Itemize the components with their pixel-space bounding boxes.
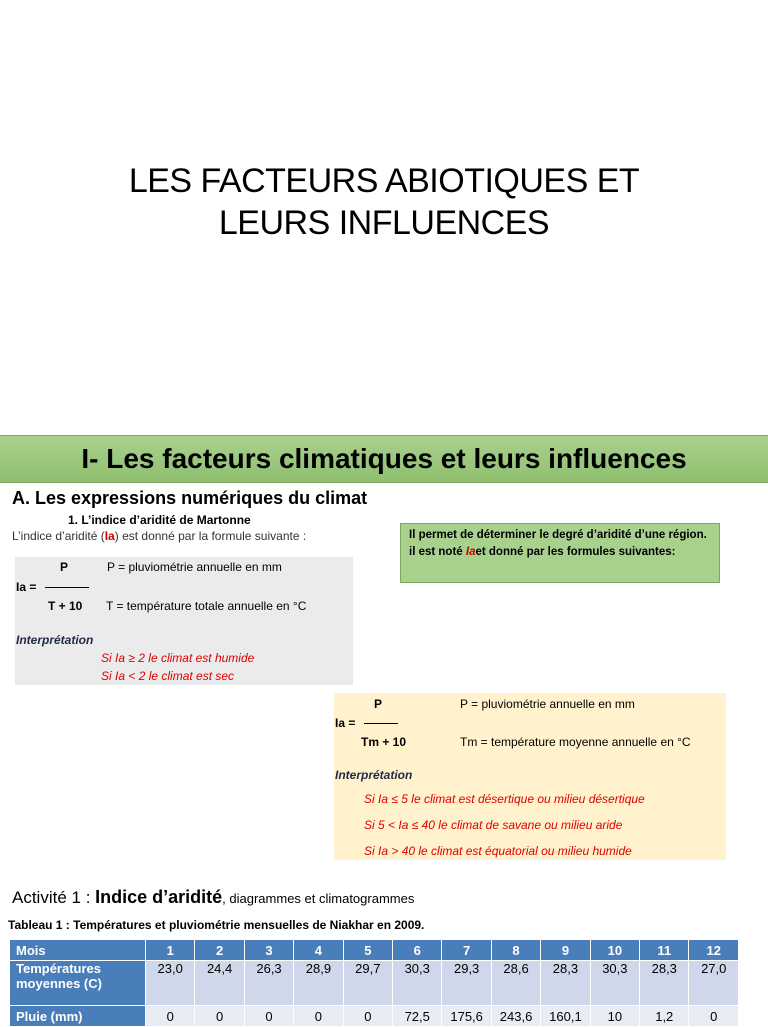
table-header-month: 2 xyxy=(195,940,244,961)
table-cell: 0 xyxy=(343,1006,392,1027)
table-cell: 0 xyxy=(146,1006,195,1027)
formula2-numerator: P xyxy=(374,697,383,711)
table-body xyxy=(10,940,739,1027)
intro-before: L’indice d’aridité ( xyxy=(12,529,105,543)
activity-prefix: Activité 1 : xyxy=(12,888,96,907)
table-cell: 0 xyxy=(689,1006,739,1027)
formula-box-1 xyxy=(15,557,353,685)
table-cell: 28,9 xyxy=(294,961,343,1006)
table-cell: 24,4 xyxy=(195,961,244,1006)
table-cell: 10 xyxy=(590,1006,639,1027)
table-cell: 28,3 xyxy=(541,961,590,1006)
table-header-label: Mois xyxy=(10,940,146,961)
formula1-fraction-line xyxy=(45,587,89,588)
table-cell: 175,6 xyxy=(442,1006,491,1027)
main-title: LES FACTEURS ABIOTIQUES ET LEURS INFLUENCES xyxy=(128,162,640,242)
formula1-denominator: T + 10 xyxy=(48,599,83,613)
table-row xyxy=(10,1006,739,1027)
section-banner: I- Les facteurs climatiques et leurs influences xyxy=(0,435,768,483)
table-cell: 0 xyxy=(244,1006,293,1027)
formula-box-2 xyxy=(334,693,726,860)
table-header-month: 9 xyxy=(541,940,590,961)
table-cell: 27,0 xyxy=(689,961,739,1006)
table-cell: 30,3 xyxy=(393,961,442,1006)
table-cell: 30,3 xyxy=(590,961,639,1006)
table-cell: 28,6 xyxy=(491,961,540,1006)
table-row-label: Pluie (mm) xyxy=(10,1006,146,1027)
activity-bold: Indice d’aridité xyxy=(95,887,223,907)
formula2-def-p: P = pluviométrie annuelle en mm xyxy=(460,697,635,711)
formula1-def-t: T = température totale annuelle en °C xyxy=(106,599,307,613)
table-cell: 1,2 xyxy=(640,1006,689,1027)
table-header-month: 1 xyxy=(146,940,195,961)
table-cell: 28,3 xyxy=(640,961,689,1006)
formula2-interpretation-title: Interprétation xyxy=(335,768,413,782)
activity-heading xyxy=(12,887,414,908)
table-cell: 23,0 xyxy=(146,961,195,1006)
table-header-month: 5 xyxy=(343,940,392,961)
formula2-condition-3: Si Ia > 40 le climat est équatorial ou milieu humide xyxy=(364,844,632,858)
formula1-def-p: P = pluviométrie annuelle en mm xyxy=(107,560,282,574)
table-caption: Tableau 1 : Températures et pluviométrie mensuelles de Niakhar en 2009. xyxy=(8,918,425,932)
table-header-month: 4 xyxy=(294,940,343,961)
climate-data-table xyxy=(9,939,739,1027)
formula1-lhs: Ia = xyxy=(16,580,37,594)
table-cell: 29,7 xyxy=(343,961,392,1006)
table-header-month: 3 xyxy=(244,940,293,961)
formula2-condition-2: Si 5 < Ia ≤ 40 le climat de savane ou milieu aride xyxy=(364,818,623,832)
table-header-month: 8 xyxy=(491,940,540,961)
table-cell: 0 xyxy=(195,1006,244,1027)
table-header-month: 12 xyxy=(689,940,739,961)
table-header-month: 6 xyxy=(393,940,442,961)
formula2-lhs: Ia = xyxy=(335,716,356,730)
note-symbol: Ia xyxy=(465,546,476,558)
table-cell: 243,6 xyxy=(491,1006,540,1027)
formula1-condition-2: Si Ia < 2 le climat est sec xyxy=(101,669,235,683)
section-a-heading: A. Les expressions numériques du climat xyxy=(12,488,368,508)
table-cell: 72,5 xyxy=(393,1006,442,1027)
formula2-condition-1: Si Ia ≤ 5 le climat est désertique ou milieu désertique xyxy=(364,792,645,806)
table-cell: 29,3 xyxy=(442,961,491,1006)
green-note-box xyxy=(400,523,720,583)
note-after: et donné par les formules suivantes: xyxy=(475,546,676,558)
formula1-condition-1: Si Ia ≥ 2 le climat est humide xyxy=(101,651,255,665)
title-slide xyxy=(0,0,768,425)
intro-symbol: Ia xyxy=(104,529,115,543)
formula1-interpretation-title: Interprétation xyxy=(16,633,94,647)
formula2-fraction-line xyxy=(364,723,398,724)
table-header-month: 7 xyxy=(442,940,491,961)
note-before: Il permet de déterminer le degré d’aridité d’une région. il est noté xyxy=(409,529,707,558)
intro-after: ) est donné par la formule suivante : xyxy=(114,529,307,543)
table-row xyxy=(10,961,739,1006)
table-row-label: Températures moyennes (C) xyxy=(10,961,146,1006)
table-header-month: 10 xyxy=(590,940,639,961)
formula2-def-t: Tm = température moyenne annuelle en °C xyxy=(460,735,691,749)
table-header-month: 11 xyxy=(640,940,689,961)
activity-suffix: , diagrammes et climatogrammes xyxy=(222,891,415,906)
formula1-numerator: P xyxy=(60,560,69,574)
table-header-row xyxy=(10,940,739,961)
intro-text xyxy=(12,529,306,543)
subsection-1-heading: 1. L’indice d’aridité de Martonne xyxy=(68,513,251,527)
formula2-denominator: Tm + 10 xyxy=(361,735,407,749)
table-cell: 160,1 xyxy=(541,1006,590,1027)
table-cell: 26,3 xyxy=(244,961,293,1006)
table-cell: 0 xyxy=(294,1006,343,1027)
